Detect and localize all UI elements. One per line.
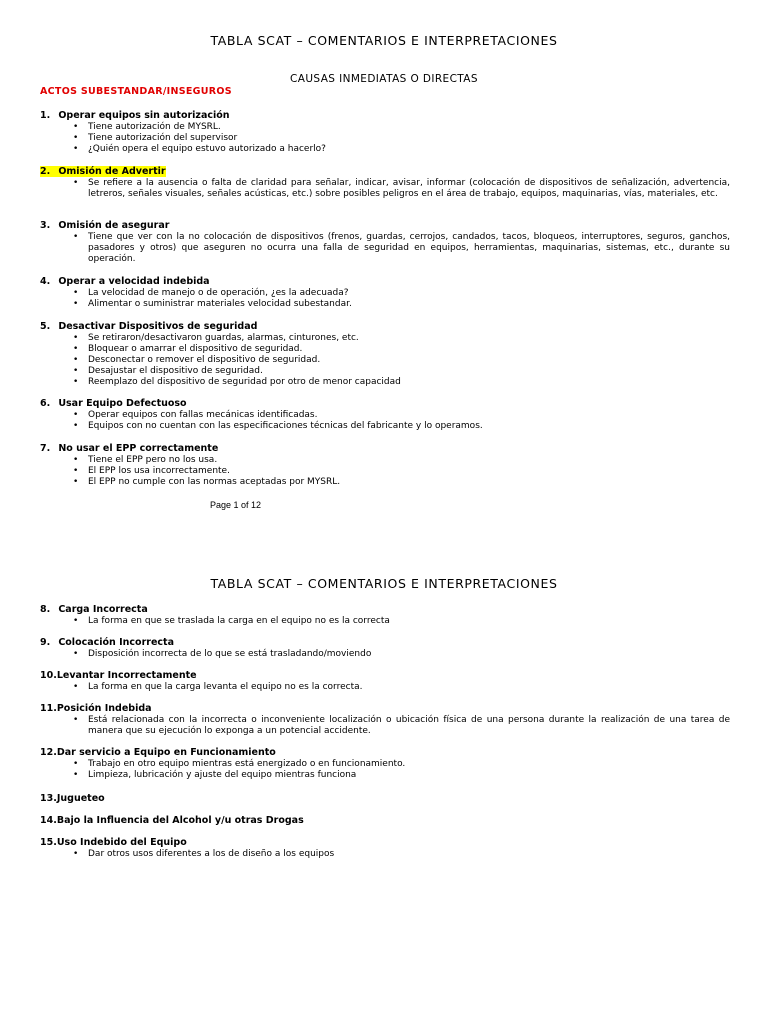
bullet-item: • Disposición incorrecta de lo que se está trasladando/moviendo [40, 649, 730, 660]
document-title: TABLA SCAT – COMENTARIOS E INTERPRETACIONES [210, 576, 558, 591]
item-title: Jugueteo [56, 793, 105, 804]
item-number: 14. [40, 815, 57, 826]
bullet-item: • ¿Quién opera el equipo estuvo autorizado a hacerlo? [40, 144, 730, 155]
item-title: Usar Equipo Defectuoso [58, 398, 187, 409]
list-item [40, 815, 730, 827]
bullet-item: • Equipos con no cuentan con las especificaciones técnicas del fabricante y lo operamos. [40, 421, 730, 432]
list-item [40, 321, 730, 388]
bullet-item: • Está relacionada con la incorrecta o inconveniente localización o ubicación física de una persona durante la realización de una tarea de manera que su ejecución lo exponga a un potencial accidente. [40, 715, 730, 737]
item-title: Desactivar Dispositivos de seguridad [58, 321, 258, 332]
item-title: Omisión de Advertir [58, 166, 166, 177]
bullet-item: • El EPP no cumple con las normas aceptadas por MYSRL. [40, 477, 730, 488]
bullet-item: • La velocidad de manejo o de operación, ¿es la adecuada? [40, 288, 730, 299]
list-item [40, 398, 730, 432]
item-number: 6. [40, 398, 51, 409]
bullet-item: • Limpieza, lubricación y ajuste del equipo mientras funciona [40, 770, 730, 781]
bullet-item: • Bloquear o amarrar el dispositivo de seguridad. [40, 344, 730, 355]
bullet-item: • Operar equipos con fallas mecánicas identificadas. [40, 410, 730, 421]
list-item [40, 793, 730, 805]
list-item [40, 703, 730, 737]
bullet-item: • Reemplazo del dispositivo de seguridad por otro de menor capacidad [40, 377, 730, 388]
list-item [40, 747, 730, 781]
bullet-item: • Trabajo en otro equipo mientras está energizado o en funcionamiento. [40, 759, 730, 770]
list-item [40, 110, 730, 155]
item-number: 15. [40, 837, 57, 848]
bullet-item: • El EPP los usa incorrectamente. [40, 466, 730, 477]
bullet-item: • Tiene que ver con la no colocación de dispositivos (frenos, guardas, cerrojos, candados, tacos, bloqueos, interruptores, seguros, ganchos, pasadores y otros) que aseguren no ocurra una falla de seguridad en equipos, herramientas, maquinarias, sistemas, etc., durante su operación. [40, 232, 730, 265]
list-item [40, 604, 730, 627]
list-item [40, 637, 730, 660]
item-number: 4. [40, 276, 51, 287]
list-item [40, 220, 730, 265]
bullet-item: • La forma en que la carga levanta el equipo no es la correcta. [40, 682, 730, 693]
item-number: 2. [40, 166, 51, 177]
item-title: No usar el EPP correctamente [58, 443, 219, 454]
highlighted-heading [40, 166, 166, 177]
item-title: Posición Indebida [56, 703, 152, 714]
item-title: Colocación Incorrecta [58, 637, 174, 648]
bullet-item: • Tiene autorización del supervisor [40, 133, 730, 144]
item-title: Bajo la Influencia del Alcohol y/u otras Drogas [56, 815, 304, 826]
item-number: 11. [40, 703, 57, 714]
bullet-item: • Desajustar el dispositivo de seguridad. [40, 366, 730, 377]
bullet-item: • Tiene el EPP pero no los usa. [40, 455, 730, 466]
document-title: TABLA SCAT – COMENTARIOS E INTERPRETACIONES [210, 33, 558, 48]
bullet-item: • Alimentar o suministrar materiales velocidad subestandar. [40, 299, 730, 310]
item-number: 7. [40, 443, 51, 454]
list-item [40, 166, 730, 200]
bullet-item: • La forma en que se traslada la carga en el equipo no es la correcta [40, 616, 730, 627]
item-number: 3. [40, 220, 51, 231]
item-number: 10. [40, 670, 57, 681]
item-title: Dar servicio a Equipo en Funcionamiento [56, 747, 276, 758]
item-title: Operar a velocidad indebida [58, 276, 210, 287]
list-item [40, 670, 730, 693]
list-item [40, 443, 730, 488]
bullet-item: • Tiene autorización de MYSRL. [40, 122, 730, 133]
bullet-item: • Dar otros usos diferentes a los de diseño a los equipos [40, 849, 730, 860]
item-number: 12. [40, 747, 57, 758]
list-item [40, 837, 730, 860]
page-number: Page 1 of 12 [210, 500, 262, 510]
section-label: ACTOS SUBESTANDAR/INSEGUROS [40, 86, 232, 97]
item-title: Uso Indebido del Equipo [56, 837, 187, 848]
item-title: Carga Incorrecta [58, 604, 148, 615]
item-number: 13. [40, 793, 57, 804]
item-number: 9. [40, 637, 51, 648]
item-title: Omisión de asegurar [58, 220, 170, 231]
item-number: 5. [40, 321, 51, 332]
section-subtitle: CAUSAS INMEDIATAS O DIRECTAS [290, 73, 478, 85]
item-number: 8. [40, 604, 51, 615]
item-title: Operar equipos sin autorización [58, 110, 230, 121]
item-number: 1. [40, 110, 51, 121]
list-item [40, 276, 730, 310]
bullet-item: • Desconectar o remover el dispositivo de seguridad. [40, 355, 730, 366]
item-title: Levantar Incorrectamente [56, 670, 197, 681]
bullet-item: • Se retiraron/desactivaron guardas, alarmas, cinturones, etc. [40, 333, 730, 344]
bullet-item: • Se refiere a la ausencia o falta de claridad para señalar, indicar, avisar, informar (colocación de dispositivos de señalización, advertencia, letreros, señales visuales, señales acústicas, etc.) sobre posibles peligros en el área de trabajo, equipos, maquinarias, vías, materiales, etc. [40, 178, 730, 200]
